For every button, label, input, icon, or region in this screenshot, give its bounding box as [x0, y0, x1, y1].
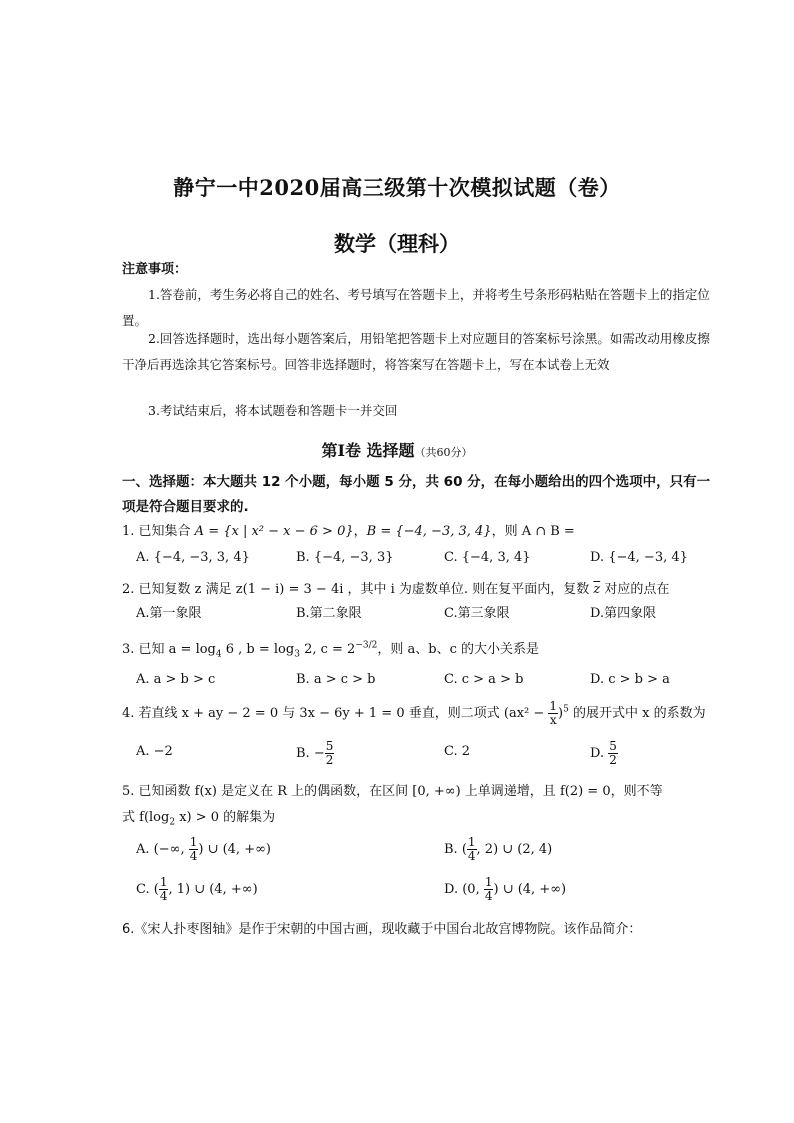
q5-option-d-post: ) ∪ (4, +∞) — [493, 882, 567, 897]
q2-option-b: B.第二象限 — [296, 606, 362, 621]
q5-option-a-bottom: 4 — [189, 849, 198, 863]
q2-text-a: 2. 已知复数 z 满足 z(1 − i) = 3 − 4i ，其中 i 为虚数单位. 则在复平面内，复数 — [122, 582, 594, 597]
q4-option-d — [590, 740, 618, 767]
q5-option-b-pre: B. ( — [444, 842, 467, 857]
q3-option-d: D. c > b > a — [590, 672, 670, 687]
q1-prefix: 1. 已知集合 — [122, 524, 195, 539]
question-6: 6.《宋人扑枣图轴》是作于宋朝的中国古画，现收藏于中国台北故宫博物院。该作品简介： — [122, 922, 642, 937]
q4-option-d-bottom: 2 — [609, 753, 617, 767]
q5-option-b-bottom: 4 — [467, 849, 476, 863]
q3-text-a: 3. 已知 a = log — [122, 642, 216, 657]
q2-text-b: 对应的点在 — [600, 582, 670, 597]
question-1 — [122, 520, 722, 539]
q5-option-c-pre: C. ( — [136, 882, 159, 897]
q1-set-b: B = {−4, −3, 3, 4} — [366, 524, 492, 539]
q3-base-a: 4 — [215, 649, 222, 660]
question-2 — [122, 578, 722, 597]
q2-conjugate-z: $\overline{z}$ — [593, 582, 601, 597]
q3-text-c: 2, c = 2 — [299, 642, 356, 657]
question-5-line-1: 5. 已知函数 f(x) 是定义在 R 上的偶函数，在区间 [0, +∞) 上单调递增，且 f(2) = 0，则不等 — [122, 784, 663, 799]
q5-option-a-top: 1 — [189, 835, 198, 849]
q5-option-d-pre: D. (0, — [444, 882, 484, 897]
q5-line2-base: 2 — [169, 817, 176, 828]
q2-option-d: D.第四象限 — [590, 606, 657, 621]
q5-option-b — [444, 836, 552, 863]
q5-option-d — [444, 876, 566, 903]
q4-option-b-top: 5 — [325, 739, 334, 753]
q5-option-a-post: ) ∪ (4, +∞) — [198, 842, 271, 857]
q4-option-d-prefix: D. — [590, 746, 609, 761]
part-intro: 一、选择题：本大题共 12 个小题，每小题 5 分，共 60 分，在每小题给出的四个选项中，只有一项是符合题目要求的. — [122, 474, 711, 515]
exam-title: 静宁一中2020届高三级第十次模拟试题（卷） — [173, 175, 621, 200]
q3-base-b: 3 — [294, 649, 300, 660]
q5-option-d-top: 1 — [484, 875, 493, 889]
q5-option-b-fraction — [467, 836, 477, 863]
q4-option-d-top: 5 — [609, 739, 617, 753]
q3-option-c: C. c > a > b — [444, 672, 524, 687]
q4-option-b-bottom: 2 — [325, 753, 334, 767]
q5-option-c — [136, 876, 258, 903]
q3-text-d: ，则 a、b、c 的大小关系是 — [377, 642, 539, 657]
q4-power: 5 — [563, 704, 569, 715]
q1-option-d: D. {−4, −3, 4} — [590, 550, 688, 565]
section-points: （共60分） — [414, 446, 473, 459]
q1-mid: ， — [353, 524, 367, 539]
q5-line2-a: 式 f(log — [122, 810, 170, 825]
notice-heading: 注意事项： — [122, 262, 188, 277]
q5-option-c-bottom: 4 — [159, 889, 168, 903]
notice-item-1: 1.答卷前，考生务必将自己的姓名、考号填写在答题卡上，并将考生号条形码粘贴在答题卡上的指定位置。 — [122, 287, 710, 328]
q2-option-c: C.第三象限 — [444, 606, 510, 621]
q5-option-b-post: , 2) ∪ (2, 4) — [476, 842, 553, 857]
q4-option-d-fraction — [608, 740, 618, 767]
section-title: 第Ⅰ卷 选择题 — [321, 441, 415, 460]
q5-option-a — [136, 836, 271, 863]
q1-option-a: A. {−4, −3, 3, 4} — [136, 550, 250, 565]
q4-frac-top: 1 — [549, 699, 558, 713]
notice-item-2: 2.回答选择题时，选出每小题答案后，用铅笔把答题卡上对应题目的答案标号涂黑。如需改动用橡皮擦干净后再选涂其它答案标号。回答非选择题时，将答案写在答题卡上，写在本试卷上无效 — [122, 331, 710, 372]
q3-exponent: −3/2 — [355, 640, 378, 651]
q1-option-c: C. {−4, 3, 4} — [444, 550, 531, 565]
q5-option-a-fraction — [189, 836, 199, 863]
q3-option-b: B. a > c > b — [296, 672, 376, 687]
q5-line2-b: x) > 0 的解集为 — [175, 810, 276, 825]
q1-set-a: A = {x | x² − x − 6 > 0} — [194, 524, 354, 539]
q4-option-b — [296, 740, 334, 767]
q5-option-b-top: 1 — [467, 835, 476, 849]
q4-text-b: ) — [558, 706, 564, 721]
q4-option-b-prefix: B. − — [296, 746, 325, 761]
q4-option-a: A. −2 — [136, 744, 173, 759]
exam-subtitle: 数学（理科） — [334, 231, 460, 256]
q5-option-a-pre: A. (−∞, — [136, 842, 189, 857]
q4-frac-bottom: x — [549, 713, 557, 727]
q5-option-c-post: , 1) ∪ (4, +∞) — [168, 882, 258, 897]
q4-text-c: 的展开式中 x 的系数为 — [568, 706, 706, 721]
q4-option-c: C. 2 — [444, 744, 471, 759]
q5-option-c-top: 1 — [159, 875, 168, 889]
question-5-line-2 — [122, 806, 722, 828]
q2-option-a: A.第一象限 — [136, 606, 202, 621]
q4-option-b-fraction — [325, 740, 335, 767]
q4-fraction — [548, 700, 558, 727]
question-4 — [122, 700, 722, 727]
q3-text-b: 6 , b = log — [221, 642, 295, 657]
q1-suffix: ，则 A ∩ B = — [491, 524, 575, 539]
notice-item-3: 3.考试结束后，将本试题卷和答题卡一并交回 — [148, 403, 398, 418]
q3-option-a: A. a > b > c — [136, 672, 216, 687]
q4-text-a: 4. 若直线 x + ay − 2 = 0 与 3x − 6y + 1 = 0 垂直，则二项式 (ax² − — [122, 706, 549, 721]
q5-option-d-bottom: 4 — [484, 889, 493, 903]
question-3 — [122, 638, 722, 660]
section-heading — [0, 438, 794, 461]
q1-option-b: B. {−4, −3, 3} — [296, 550, 394, 565]
